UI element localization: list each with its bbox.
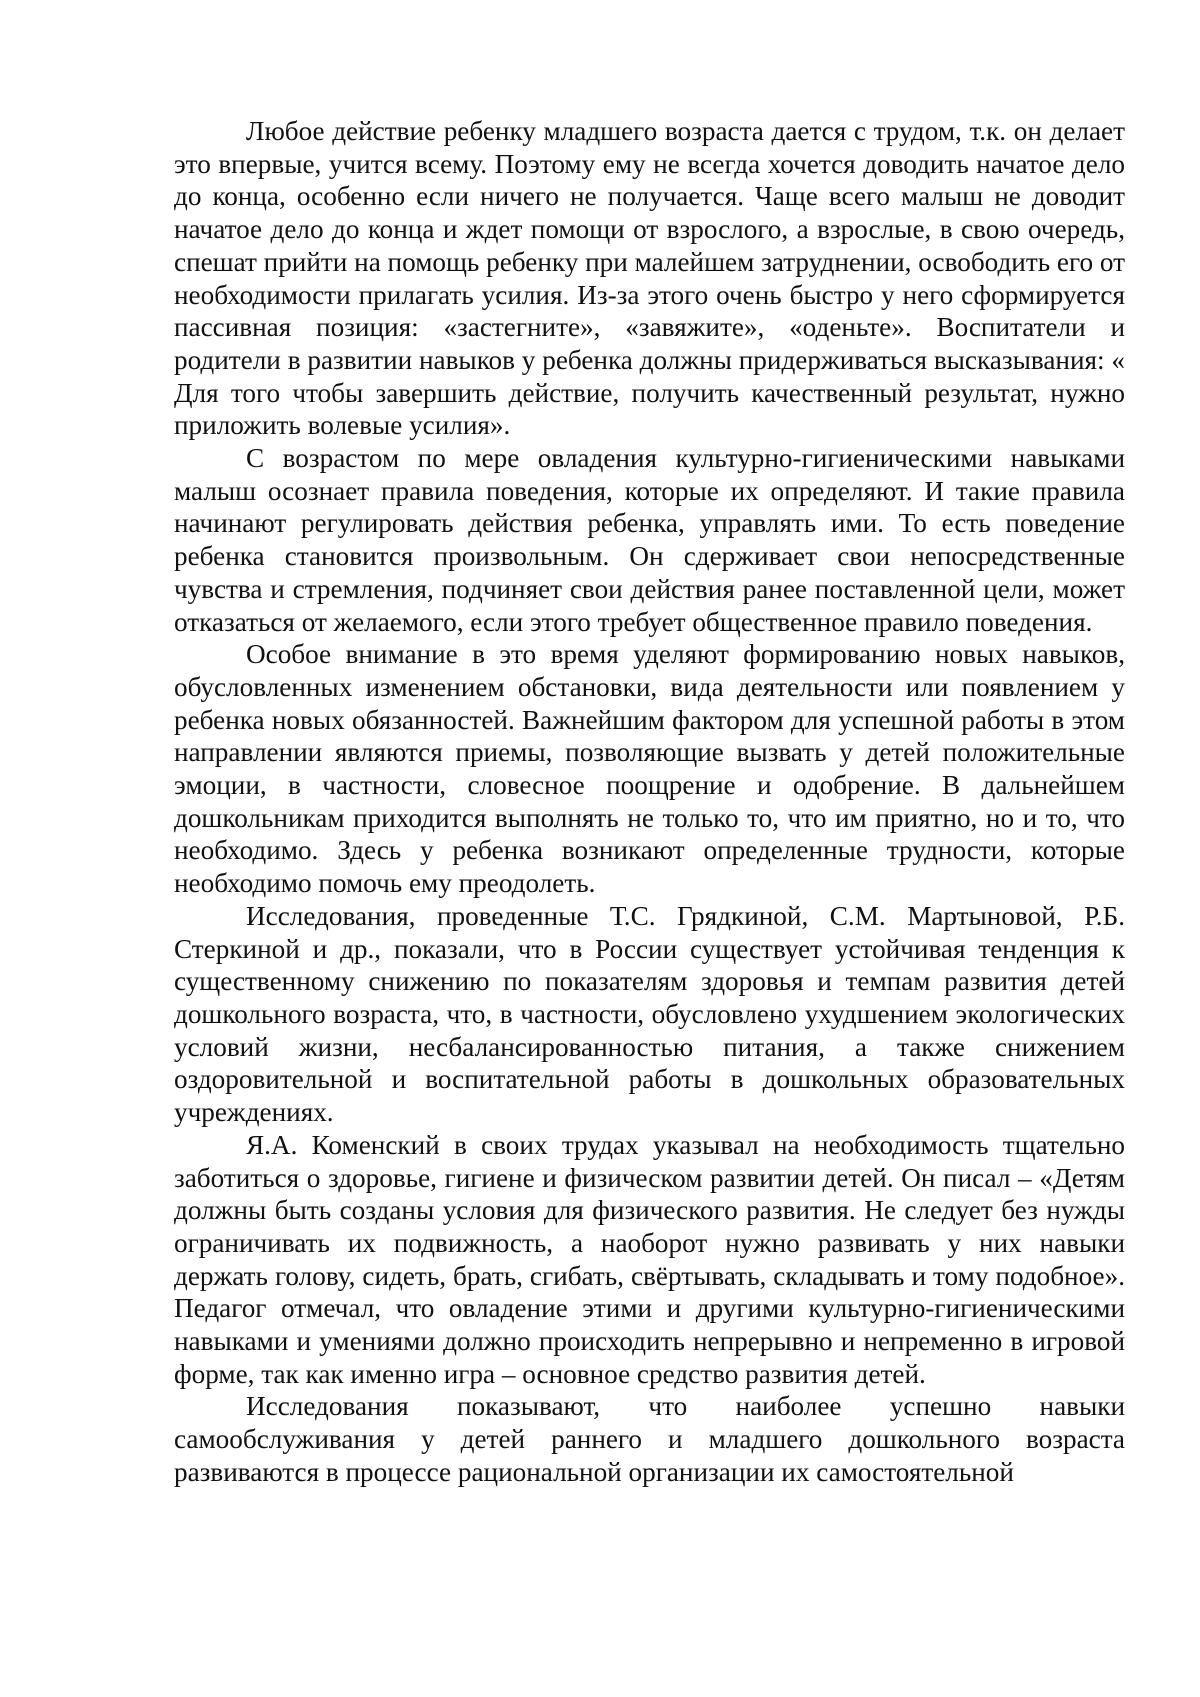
paragraph-3: Особое внимание в это время уделяют формированию новых навыков, обусловленных изменением обстановки, вида деятельности или появлением у ребенка новых обязанностей. Важнейшим фактором для успешной работы в этом направлении являются приемы, позволяющие вызвать у детей положительные эмоции, в частности, словесное поощрение и одобрение. В дальнейшем дошкольникам приходится выполнять не только то, что им приятно, но и то, что необходимо. Здесь у ребенка возникают определенные трудности, которые необходимо помочь ему преодолеть. xyxy=(174,638,1125,900)
document-page xyxy=(0,0,1200,1697)
paragraph-4: Исследования, проведенные Т.С. Грядкиной, С.М. Мартыновой, Р.Б. Стеркиной и др., показали, что в России существует устойчивая тенденция к существенному снижению по показателям здоровья и темпам развития детей дошкольного возраста, что, в частности, обусловлено ухудшением экологических условий жизни, несбалансированностью питания, а также снижением оздоровительной и воспитательной работы в дошкольных образовательных учреждениях. xyxy=(174,900,1125,1129)
paragraph-6: Исследования показывают, что наиболее успешно навыки самообслуживания у детей раннего и младшего дошкольного возраста развиваются в процессе рациональной организации их самостоятельной xyxy=(174,1390,1125,1488)
body-text xyxy=(174,115,1125,1489)
paragraph-5: Я.А. Коменский в своих трудах указывал на необходимость тщательно заботиться о здоровье, гигиене и физическом развитии детей. Он писал – «Детям должны быть созданы условия для физического развития. Не следует без нужды ограничивать их подвижность, а наоборот нужно развивать у них навыки держать голову, сидеть, брать, сгибать, свёртывать, складывать и тому подобное». Педагог отмечал, что овладение этими и другими культурно-гигиеническими навыками и умениями должно происходить непрерывно и непременно в игровой форме, так как именно игра – основное средство развития детей. xyxy=(174,1129,1125,1391)
paragraph-1: Любое действие ребенку младшего возраста дается с трудом, т.к. он делает это впервые, учится всему. Поэтому ему не всегда хочется доводить начатое дело до конца, особенно если ничего не получается. Чаще всего малыш не доводит начатое дело до конца и ждет помощи от взрослого, а взрослые, в свою очередь, спешат прийти на помощь ребенку при малейшем затруднении, освободить его от необходимости прилагать усилия. Из-за этого очень быстро у него сформируется пассивная позиция: «застегните», «завяжите», «оденьте». Воспитатели и родители в развитии навыков у ребенка должны придерживаться высказывания: « Для того чтобы завершить действие, получить качественный результат, нужно приложить волевые усилия». xyxy=(174,115,1125,442)
paragraph-2: С возрастом по мере овладения культурно-гигиеническими навыками малыш осознает правила поведения, которые их определяют. И такие правила начинают регулировать действия ребенка, управлять ими. То есть поведение ребенка становится произвольным. Он сдерживает свои непосредственные чувства и стремления, подчиняет свои действия ранее поставленной цели, может отказаться от желаемого, если этого требует общественное правило поведения. xyxy=(174,442,1125,638)
